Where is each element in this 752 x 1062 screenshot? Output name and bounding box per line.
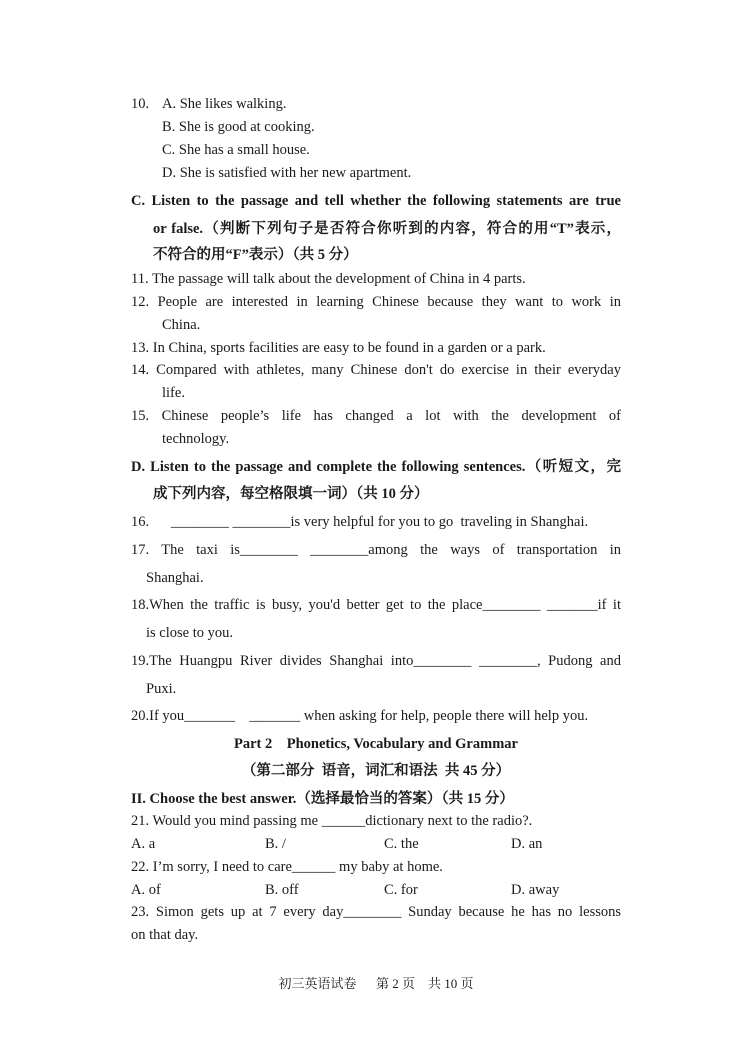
q10-option-c: C. She has a small house. (162, 142, 310, 158)
question-21-option-a: A. a (131, 836, 156, 852)
question-23-line2: on that day. (131, 927, 199, 943)
q10-option-a: A. She likes walking. (162, 96, 287, 112)
section-d-heading-line2: 成下列内容，每空格限填一词）（共 10 分） (153, 486, 429, 502)
question-14-line2: life. (162, 385, 185, 401)
question-14-line1: 14. Compared with athletes, many Chinese don't do exercise in their everyday (131, 362, 621, 378)
question-12-line1: 12. People are interested in learning Chinese because they want to work in (131, 294, 621, 310)
question-21-option-b: B. / (265, 836, 286, 852)
section-d-heading-line1: D. Listen to the passage and complete the following sentences.（听短文，完 (131, 459, 621, 475)
q10-option-d: D. She is satisfied with her new apartment. (162, 165, 412, 181)
question-23-line1: 23. Simon gets up at 7 every day________ Sunday because he has no lessons (131, 904, 621, 920)
question-21-stem: 21. Would you mind passing me ______dictionary next to the radio?. (131, 813, 533, 829)
question-19-line1: 19.The Huangpu River divides Shanghai into________ ________, Pudong and (131, 653, 621, 669)
question-13: 13. In China, sports facilities are easy to be found in a garden or a park. (131, 340, 546, 356)
part2-title: Part 2 Phonetics, Vocabulary and Grammar (234, 736, 518, 752)
q10-option-b: B. She is good at cooking. (162, 119, 315, 135)
part2-subtitle: （第二部分 语音，词汇和语法 共 45 分） (241, 763, 511, 779)
q10-number: 10. (131, 96, 150, 112)
question-22-stem: 22. I’m sorry, I need to care______ my baby at home. (131, 859, 443, 875)
question-16: 16. ________ ________is very helpful for you to go traveling in Shanghai. (131, 514, 589, 530)
question-18-line2: is close to you. (146, 625, 233, 641)
question-11: 11. The passage will talk about the development of China in 4 parts. (131, 271, 526, 287)
section-c-heading-line3: 不符合的用“F”表示）（共 5 分） (153, 247, 358, 263)
question-22-option-b: B. off (265, 882, 299, 898)
question-21-option-c: C. the (384, 836, 419, 852)
question-12-line2: China. (162, 317, 201, 333)
question-18-line1: 18.When the traffic is busy, you'd better get to the place________ _______if it (131, 597, 621, 613)
question-15-line2: technology. (162, 431, 230, 447)
question-15-line1: 15. Chinese people’s life has changed a lot with the development of (131, 408, 621, 424)
section-c-heading-line1: C. Listen to the passage and tell whether the following statements are true (131, 193, 621, 209)
section-c-heading-line2: or false.（判断下列句子是否符合你听到的内容，符合的用“T”表示， (153, 221, 621, 237)
section-ii-heading: II. Choose the best answer.（选择最恰当的答案）（共 15 分） (131, 791, 514, 807)
question-22-option-a: A. of (131, 882, 161, 898)
question-22-option-c: C. for (384, 882, 418, 898)
question-19-line2: Puxi. (146, 681, 177, 697)
question-20: 20.If you_______ _______ when asking for help, people there will help you. (131, 708, 589, 724)
question-22-option-d: D. away (511, 882, 560, 898)
question-21-option-d: D. an (511, 836, 543, 852)
question-17-line1: 17. The taxi is________ ________among the ways of transportation in (131, 542, 621, 558)
page-footer: 初三英语试卷 第 2 页 共 10 页 (278, 976, 474, 991)
question-17-line2: Shanghai. (146, 570, 204, 586)
